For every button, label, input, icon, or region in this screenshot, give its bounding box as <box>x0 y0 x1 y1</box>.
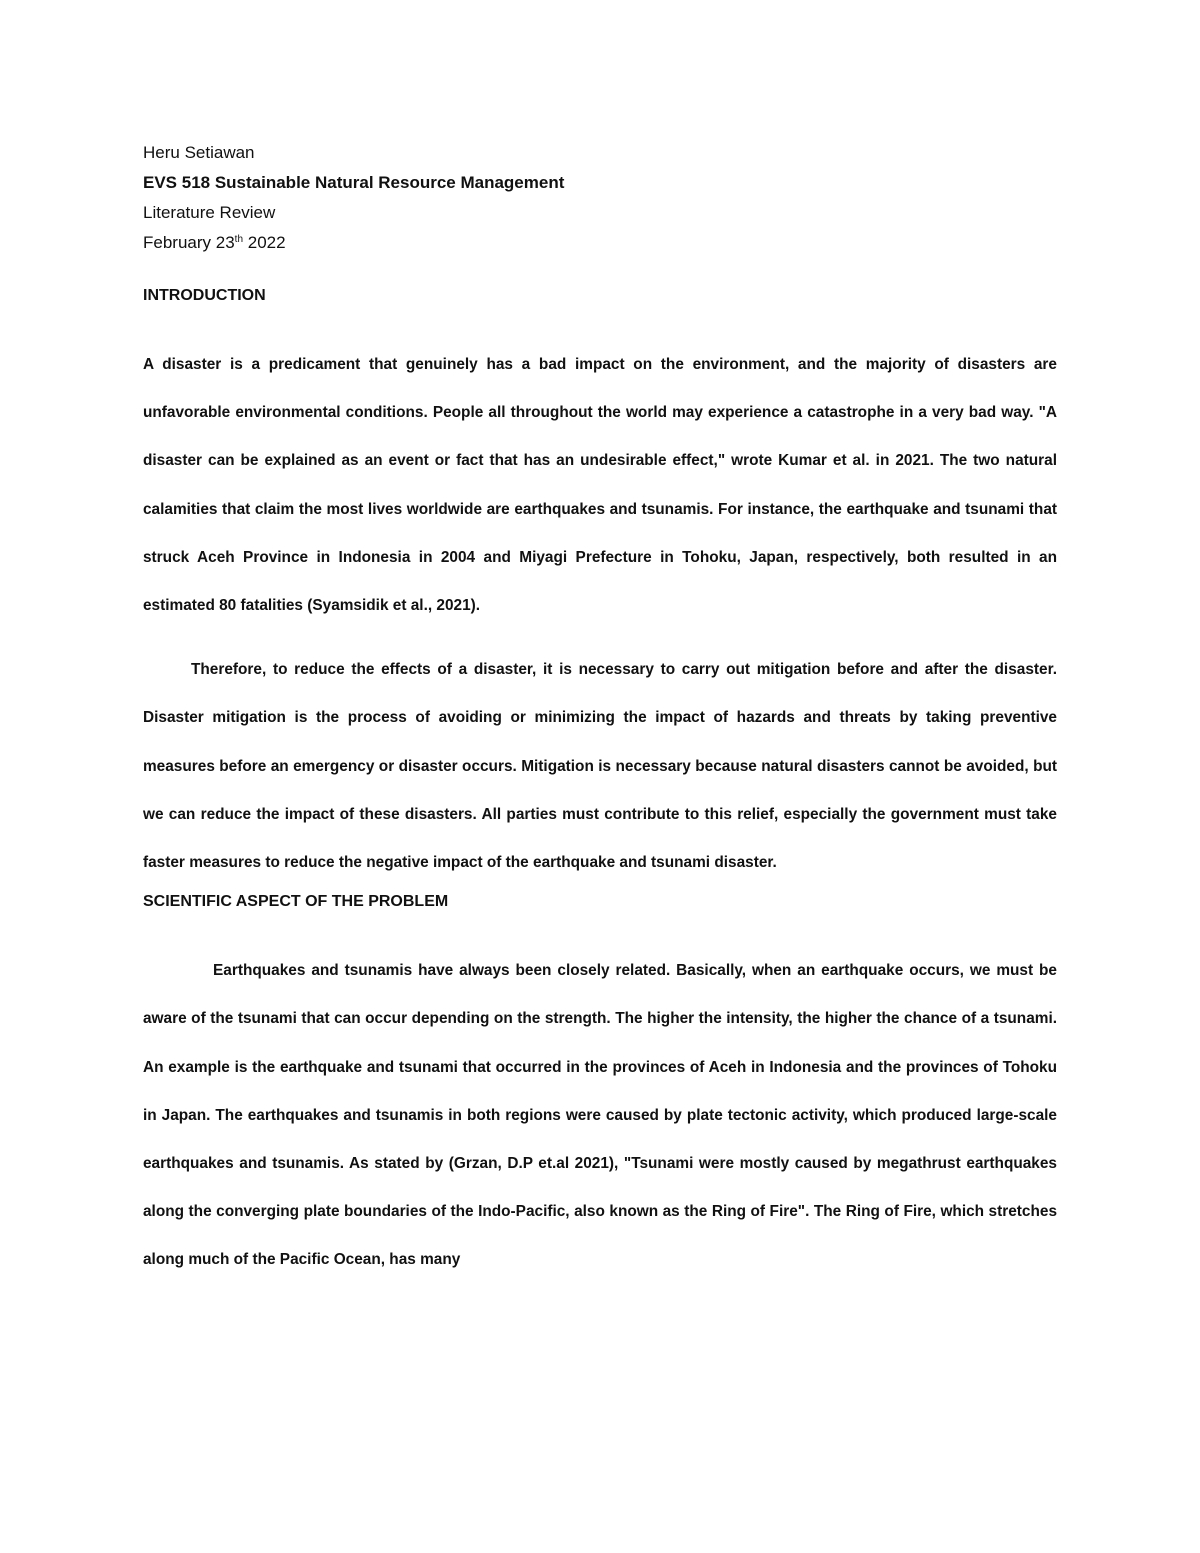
intro-paragraph-1: A disaster is a predicament that genuinely has a bad impact on the environment, and the majority of disasters are unfavorable environmental conditions. People all throughout the world may experience a catastrophe in a very bad way. "A disaster can be explained as an event or fact that has an undesirable effect," wrote Kumar et al. in 2021. The two natural calamities that claim the most lives worldwide are earthquakes and tsunamis. For instance, the earthquake and tsunami that struck Aceh Province in Indonesia in 2004 and Miyagi Prefecture in Tohoku, Japan, respectively, both resulted in an estimated 80 fatalities (Syamsidik et al., 2021). <box>143 356 1057 615</box>
course-title: EVS 518 Sustainable Natural Resource Management <box>143 173 565 192</box>
author-name: Heru Setiawan <box>143 143 255 162</box>
date-ordinal-suffix: th <box>234 234 244 245</box>
submission-date <box>143 228 1057 258</box>
document-body <box>143 138 1057 1285</box>
scientific-aspect-heading: SCIENTIFIC ASPECT OF THE PROBLEM <box>143 893 449 911</box>
date-year: 2022 <box>243 233 286 252</box>
introduction-heading: INTRODUCTION <box>143 287 266 304</box>
date-month-day: February 23 <box>143 233 235 252</box>
scientific-paragraph-1: Earthquakes and tsunamis have always been closely related. Basically, when an earthquake occurs, we must be aware of the tsunami that can occur depending on the strength. The higher the intensity, the higher the chance of a tsunami. An example is the earthquake and tsunami that occurred in the provinces of Aceh in Indonesia and the provinces of Tohoku in Japan. The earthquakes and tsunamis in both regions were caused by plate tectonic activity, which produced large-scale earthquakes and tsunamis. As stated by (Grzan, D.P et.al 2021), "Tsunami were mostly caused by megathrust earthquakes along the converging plate boundaries of the Indo-Pacific, also known as the Ring of Fire". The Ring of Fire, which stretches along much of the Pacific Ocean, has many <box>143 962 1057 1269</box>
assignment-type: Literature Review <box>143 203 276 222</box>
intro-paragraph-2: Therefore, to reduce the effects of a disaster, it is necessary to carry out mitigation before and after the disaster. Disaster mitigation is the process of avoiding or minimizing the impact of hazards and threats by taking preventive measures before an emergency or disaster occurs. Mitigation is necessary because natural disasters cannot be avoided, but we can reduce the impact of these disasters. All parties must contribute to this relief, especially the government must take faster measures to reduce the negative impact of the earthquake and tsunami disaster. <box>143 661 1057 872</box>
